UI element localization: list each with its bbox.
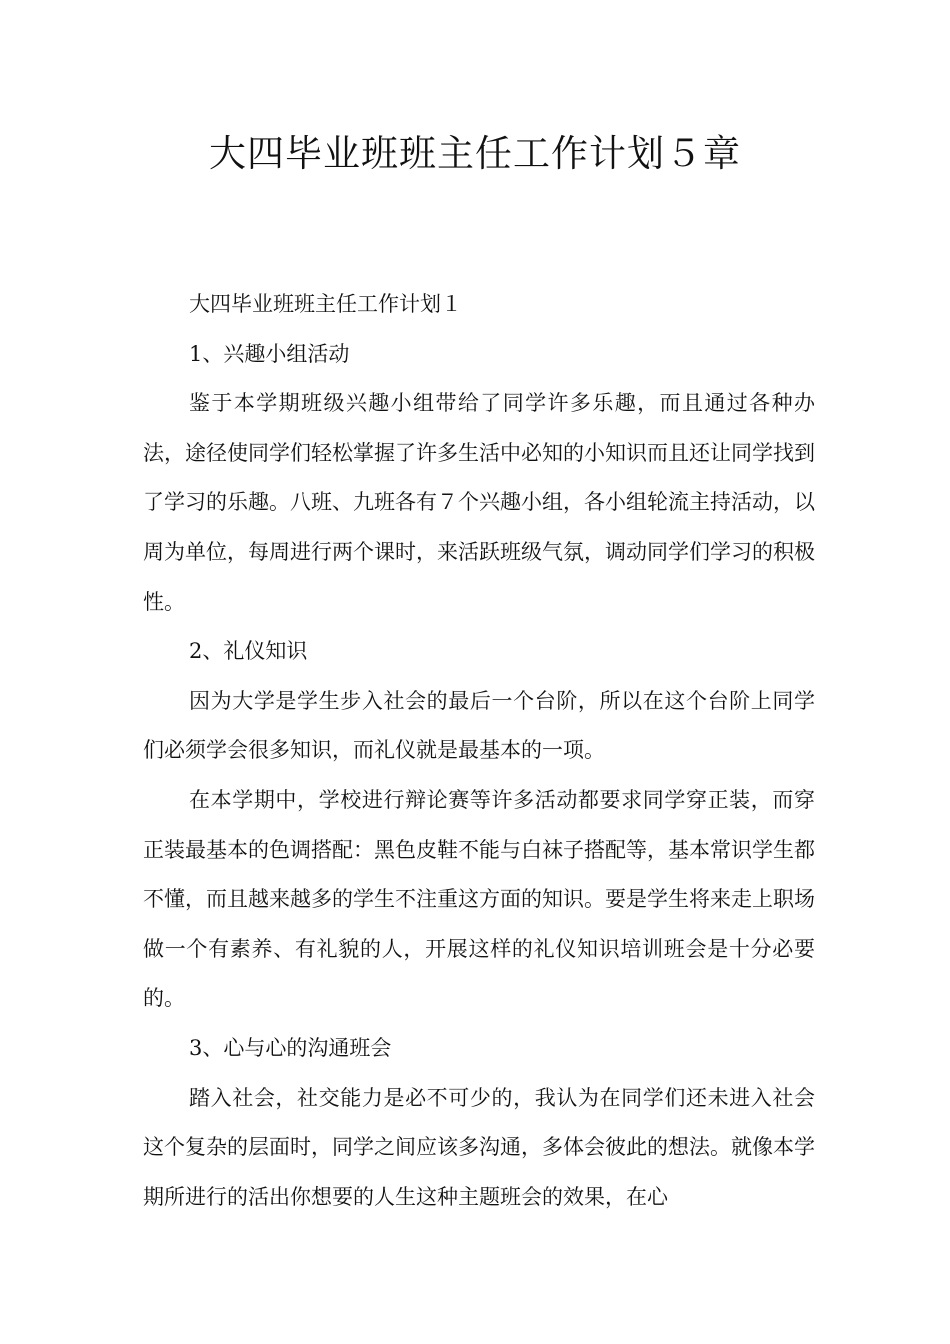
paragraph-communication: 踏入社会，社交能力是必不可少的，我认为在同学们还未进入社会这个复杂的层面时，同学之间应该多沟通，多体会彼此的想法。就像本学期所进行的活出你想要的人生这种主题班会的效果，在心 [143,1085,815,1209]
document-body [143,280,815,1222]
section-heading-communication: 3、心与心的沟通班会 [189,1035,392,1060]
document-title: 大四毕业班班主任工作计划５章 [209,132,741,175]
paragraph-interest-groups: 鉴于本学期班级兴趣小组带给了同学许多乐趣，而且通过各种办法，途径使同学们轻松掌握了许多生活中必知的小知识而且还让同学找到了学习的乐趣。八班、九班各有７个兴趣小组，各小组轮流主持活动，以周为单位，每周进行两个课时，来活跃班级气氛，调动同学们学习的积极性。 [143,391,815,614]
section-heading-etiquette: 2、礼仪知识 [189,639,308,664]
paragraph-etiquette-dress: 在本学期中，学校进行辩论赛等许多活动都要求同学穿正装，而穿正装最基本的色调搭配：黑色皮鞋不能与白袜子搭配等，基本常识学生都不懂，而且越来越多的学生不注重这方面的知识。要是学生将来走上职场做一个有素养、有礼貌的人，开展这样的礼仪知识培训班会是十分必要的。 [143,787,815,1011]
paragraph-etiquette-intro: 因为大学是学生步入社会的最后一个台阶，所以在这个台阶上同学们必须学会很多知识，而礼仪就是最基本的一项。 [143,688,815,763]
section-heading-interest-groups: 1、兴趣小组活动 [189,341,350,366]
section-subtitle: 大四毕业班班主任工作计划１ [189,292,462,316]
